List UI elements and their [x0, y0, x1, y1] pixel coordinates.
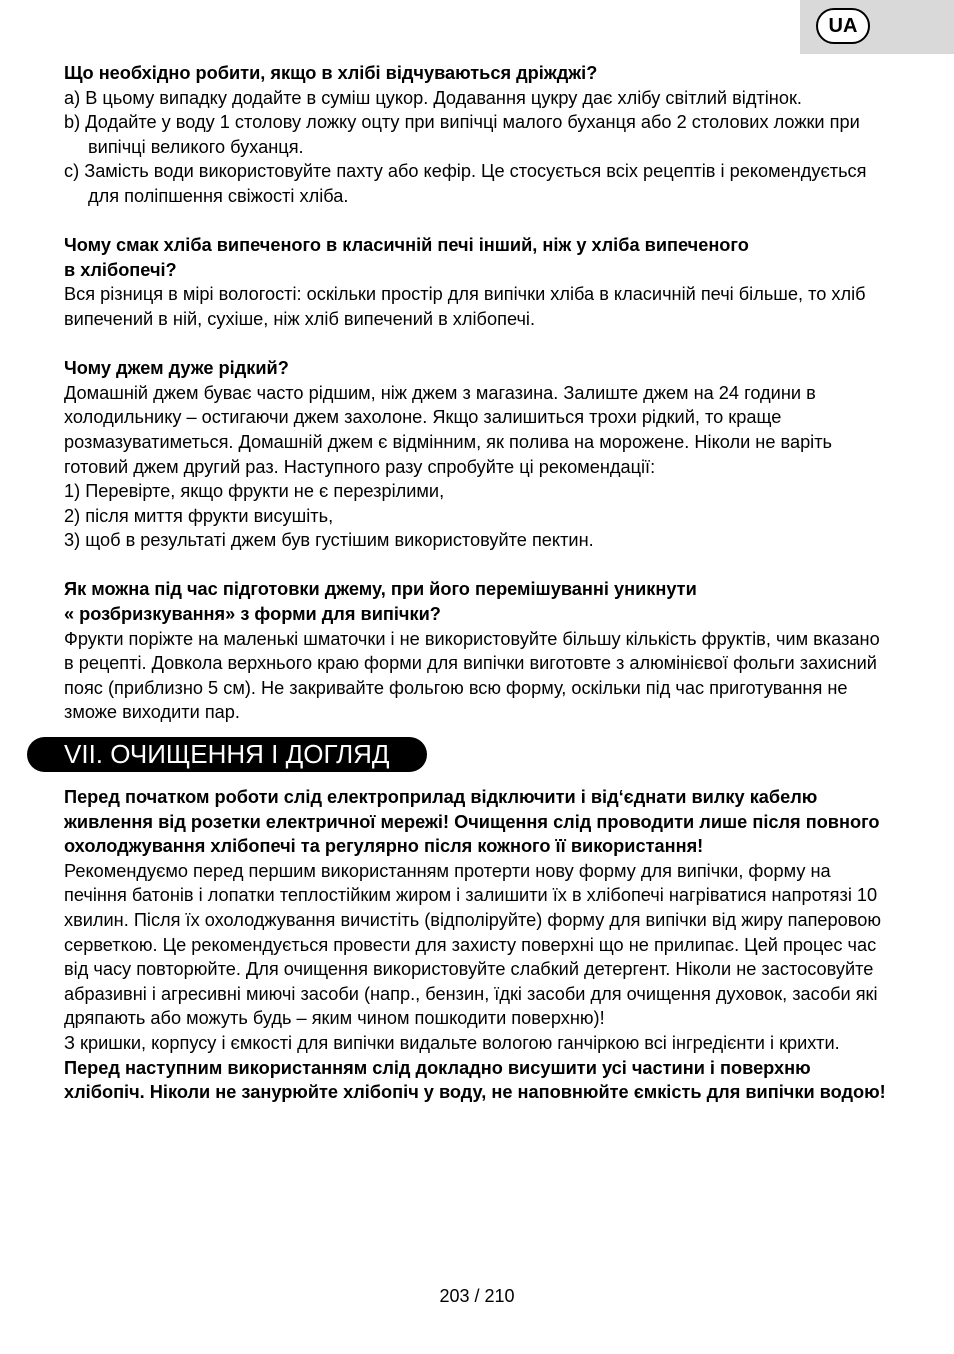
- faq-answer-taste: Вся різниця в мірі вологості: оскільки простір для випічки хліба в класичній печі більше, то хліб випечений в ній, сухіше, ніж хліб випечений в хлібопечі.: [64, 284, 866, 329]
- page-content: [64, 61, 894, 1105]
- cleaning-final-paragraph: [64, 1031, 894, 1105]
- faq-question-splash-line2: « розбризкування» з форми для випічки?: [64, 604, 441, 625]
- faq-answer-splash: Фрукти поріжте на маленькі шматочки і не використовуйте більшу кількість фруктів, чим вказано в рецепті. Довкола верхнього краю форми для випічки виготовте з алюмінієвої фольги захисний пояс (приблизно 5 см). Не закривайте фольгою всю форму, оскільки під час приготування не зможе виходити пар.: [64, 628, 880, 723]
- faq-answer-c: c) Замість води використовуйте пахту або кефір. Це стосується всіх рецептів і рекомендується для поліпшення свіжості хліба.: [64, 161, 867, 206]
- language-badge: UA: [816, 8, 870, 44]
- cleaning-instructions: Рекомендуємо перед першим використанням протерти нову форму для випічки, форму на печіння батонів і лопатки теплостійким жиром і залишити їх в хлібопечі нагріватися напротязі 10 хвилин. Після їх охолоджування вичистіть (відполіруйте) форму для випічки від жиру паперовою серветкою. Це рекомендується провести для захисту поверхні що не прилипає. Цей процес час від часу повторюйте. Для очищення використовуйте слабкий детергент. Ніколи не застосовуйте абразивні і агресивні миючі засоби (напр., бензин, їдкі засоби для очищення духовок, засоби які дряпають або можуть будь – яким чином пошкодити поверхню)!: [64, 860, 881, 1029]
- faq-question-yeast: Що необхідно робити, якщо в хлібі відчуваються дріжджі?: [64, 63, 598, 83]
- faq-question-taste-line2: в хлібопечі?: [64, 259, 177, 280]
- jam-tip-2: 2) після миття фрукти висушіть,: [64, 505, 334, 526]
- section-heading: VII. ОЧИЩЕННЯ І ДОГЛЯД: [44, 737, 427, 772]
- faq-question-taste-line1: Чому смак хліба випеченого в класичній печі інший, ніж у хліба випеченого: [64, 235, 749, 256]
- faq-answer-b: b) Додайте у воду 1 столову ложку оцту при випічці малого буханця або 2 столових ложки при випічці великого буханця.: [64, 112, 860, 157]
- total-pages: / 210: [474, 1286, 515, 1306]
- faq-answer-a: a) В цьому випадку додайте в суміш цукор. Додавання цукру дає хлібу світлий відтінок.: [64, 87, 802, 108]
- faq-question-splash-line1: Як можна під час підготовки джему, при його перемішуванні уникнути: [64, 579, 697, 600]
- page-number: [0, 1286, 954, 1307]
- current-page: 203: [439, 1286, 470, 1306]
- cleaning-final-plain: З кришки, корпусу і ємкості для випічки видальте вологою ганчіркою всі інгредієнти і крихти.: [64, 1032, 840, 1053]
- faq-question-jam: Чому джем дуже рідкий?: [64, 358, 289, 379]
- faq-answer-jam: Домашній джем буває часто рідшим, ніж джем з магазина. Залиште джем на 24 години в холодильнику – остигаючи джем захолоне. Якщо залишиться трохи рідкий, то краще розмазуватиметься. Домашній джем є відмінним, як полива на морожене. Ніколи не варіть готовий джем другий раз. Наступного разу спробуйте ці рекомендації:: [64, 382, 833, 477]
- cleaning-warning: Перед початком роботи слід електроприлад відключити і від‘єднати вилку кабелю живлення від розетки електричної мережі! Очищення слід проводити лише після повного охолоджування хлібопечі та регулярно після кожного її використання!: [64, 787, 880, 857]
- jam-tip-3: 3) щоб в результаті джем був густішим використовуйте пектин.: [64, 530, 594, 551]
- jam-tip-1: 1) Перевірте, якщо фрукти не є перезрілими,: [64, 481, 445, 502]
- language-tab: [800, 0, 954, 54]
- cleaning-final-bold: Перед наступним використанням слід докладно висушити усі частини і поверхню хлібопіч. Ніколи не занурюйте хлібопіч у воду, не наповнюйте ємкість для випічки водою!: [64, 1057, 886, 1103]
